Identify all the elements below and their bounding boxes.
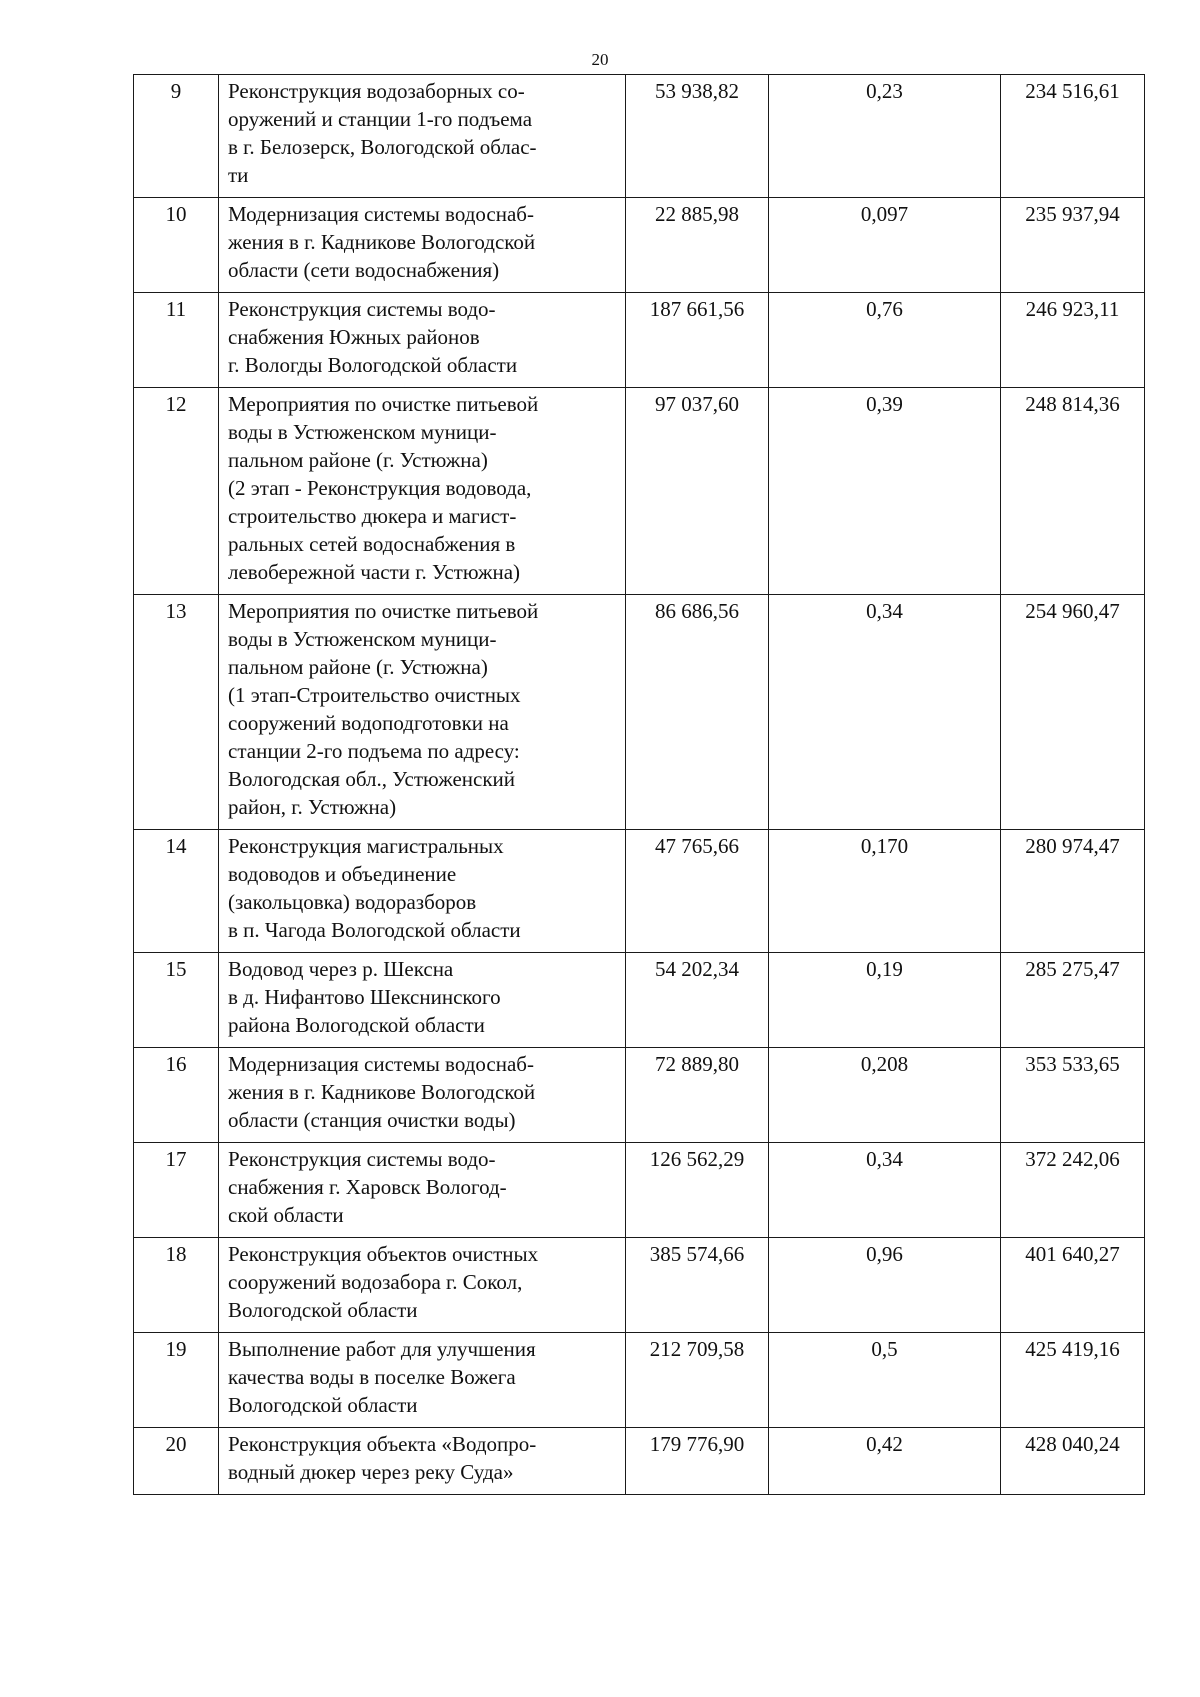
- project-name-cell: [219, 293, 626, 388]
- project-name-line: воды в Устюженском муници-: [228, 420, 497, 444]
- project-name-line: (1 этап-Строительство очистных: [228, 683, 521, 707]
- project-name-cell: [219, 1428, 626, 1495]
- ratio-cell: 0,96: [769, 1238, 1001, 1333]
- ratio-cell: 0,208: [769, 1048, 1001, 1143]
- project-name-line: Реконструкция объекта «Водопро-: [228, 1432, 537, 1456]
- cost-cell: 22 885,98: [626, 198, 769, 293]
- table-row: [134, 388, 1145, 595]
- ratio-cell: 0,34: [769, 595, 1001, 830]
- project-name-line: района Вологодской области: [228, 1013, 485, 1037]
- row-number-cell: 18: [134, 1238, 219, 1333]
- table-row: [134, 1048, 1145, 1143]
- project-name-line: строительство дюкера и магист-: [228, 504, 517, 528]
- row-number-cell: 14: [134, 830, 219, 953]
- project-name-line: в г. Белозерск, Вологодской облас-: [228, 135, 537, 159]
- cost-cell: 97 037,60: [626, 388, 769, 595]
- project-name-line: жения в г. Кадникове Вологодской: [228, 1080, 536, 1104]
- table-row: [134, 953, 1145, 1048]
- project-name-line: Мероприятия по очистке питьевой: [228, 392, 539, 416]
- cost-cell: 187 661,56: [626, 293, 769, 388]
- table-row: [134, 1143, 1145, 1238]
- cost-cell: 212 709,58: [626, 1333, 769, 1428]
- project-name-line: Водовод через р. Шексна: [228, 957, 454, 981]
- project-name-line: сооружений водоподготовки на: [228, 711, 509, 735]
- project-name-line: водный дюкер через реку Суда»: [228, 1460, 514, 1484]
- project-name-line: Реконструкция системы водо-: [228, 297, 496, 321]
- cost-cell: 385 574,66: [626, 1238, 769, 1333]
- page-number: 20: [591, 50, 609, 69]
- cumulative-cell: 235 937,94: [1001, 198, 1145, 293]
- table-row: [134, 75, 1145, 198]
- row-number-cell: 11: [134, 293, 219, 388]
- table-row: [134, 595, 1145, 830]
- row-number-cell: 12: [134, 388, 219, 595]
- project-name-line: пальном районе (г. Устюжна): [228, 655, 488, 679]
- project-name-line: станции 2-го подъема по адресу:: [228, 739, 520, 763]
- cumulative-cell: 248 814,36: [1001, 388, 1145, 595]
- project-name-cell: [219, 198, 626, 293]
- ratio-cell: 0,42: [769, 1428, 1001, 1495]
- cost-cell: 53 938,82: [626, 75, 769, 198]
- project-name-line: г. Вологды Вологодской области: [228, 353, 518, 377]
- ratio-cell: 0,23: [769, 75, 1001, 198]
- project-name-line: снабжения Южных районов: [228, 325, 480, 349]
- project-name-line: области (станция очистки воды): [228, 1108, 516, 1132]
- project-name-cell: [219, 595, 626, 830]
- table-row: [134, 1428, 1145, 1495]
- project-name-cell: [219, 388, 626, 595]
- project-name-line: пальном районе (г. Устюжна): [228, 448, 488, 472]
- table-row: [134, 198, 1145, 293]
- cost-cell: 54 202,34: [626, 953, 769, 1048]
- project-name-line: Мероприятия по очистке питьевой: [228, 599, 539, 623]
- project-name-line: Выполнение работ для улучшения: [228, 1337, 536, 1361]
- project-name-line: области (сети водоснабжения): [228, 258, 500, 282]
- ratio-cell: 0,097: [769, 198, 1001, 293]
- cumulative-cell: 280 974,47: [1001, 830, 1145, 953]
- row-number-cell: 9: [134, 75, 219, 198]
- project-name-line: ской области: [228, 1203, 344, 1227]
- row-number-cell: 15: [134, 953, 219, 1048]
- project-name-cell: [219, 75, 626, 198]
- project-name-cell: [219, 1238, 626, 1333]
- cumulative-cell: 428 040,24: [1001, 1428, 1145, 1495]
- project-name-line: качества воды в поселке Вожега: [228, 1365, 516, 1389]
- project-name-cell: [219, 830, 626, 953]
- project-name-line: снабжения г. Харовск Вологод-: [228, 1175, 507, 1199]
- cumulative-cell: 285 275,47: [1001, 953, 1145, 1048]
- cumulative-cell: 372 242,06: [1001, 1143, 1145, 1238]
- project-name-line: жения в г. Кадникове Вологодской: [228, 230, 536, 254]
- cumulative-cell: 246 923,11: [1001, 293, 1145, 388]
- row-number-cell: 20: [134, 1428, 219, 1495]
- ratio-cell: 0,19: [769, 953, 1001, 1048]
- cost-cell: 72 889,80: [626, 1048, 769, 1143]
- cost-cell: 179 776,90: [626, 1428, 769, 1495]
- project-name-line: ти: [228, 163, 249, 187]
- row-number-cell: 16: [134, 1048, 219, 1143]
- project-name-line: Модернизация системы водоснаб-: [228, 202, 534, 226]
- project-name-line: Реконструкция водозаборных со-: [228, 79, 525, 103]
- project-name-line: Вологодской области: [228, 1393, 418, 1417]
- project-name-line: ральных сетей водоснабжения в: [228, 532, 516, 556]
- cumulative-cell: 254 960,47: [1001, 595, 1145, 830]
- cumulative-cell: 353 533,65: [1001, 1048, 1145, 1143]
- cost-cell: 126 562,29: [626, 1143, 769, 1238]
- table-row: [134, 293, 1145, 388]
- project-name-line: (закольцовка) водоразборов: [228, 890, 477, 914]
- project-name-line: в п. Чагода Вологодской области: [228, 918, 521, 942]
- ratio-cell: 0,76: [769, 293, 1001, 388]
- table-row: [134, 830, 1145, 953]
- project-name-cell: [219, 1143, 626, 1238]
- project-name-line: в д. Нифантово Шекснинского: [228, 985, 501, 1009]
- cost-cell: 86 686,56: [626, 595, 769, 830]
- project-name-line: Вологодская обл., Устюженский: [228, 767, 516, 791]
- table-row: [134, 1238, 1145, 1333]
- row-number-cell: 10: [134, 198, 219, 293]
- project-name-line: водоводов и объединение: [228, 862, 457, 886]
- project-name-cell: [219, 953, 626, 1048]
- ratio-cell: 0,39: [769, 388, 1001, 595]
- ratio-cell: 0,34: [769, 1143, 1001, 1238]
- cumulative-cell: 234 516,61: [1001, 75, 1145, 198]
- row-number-cell: 19: [134, 1333, 219, 1428]
- cost-cell: 47 765,66: [626, 830, 769, 953]
- project-name-line: оружений и станции 1-го подъема: [228, 107, 533, 131]
- table-row: [134, 1333, 1145, 1428]
- project-name-line: Реконструкция магистральных: [228, 834, 504, 858]
- project-name-line: (2 этап - Реконструкция водовода,: [228, 476, 532, 500]
- project-name-line: Вологодской области: [228, 1298, 418, 1322]
- project-name-line: левобережной части г. Устюжна): [228, 560, 521, 584]
- ratio-cell: 0,5: [769, 1333, 1001, 1428]
- project-name-line: Реконструкция объектов очистных: [228, 1242, 539, 1266]
- project-name-cell: [219, 1048, 626, 1143]
- project-name-line: район, г. Устюжна): [228, 795, 397, 819]
- project-name-line: Реконструкция системы водо-: [228, 1147, 496, 1171]
- row-number-cell: 13: [134, 595, 219, 830]
- project-name-line: сооружений водозабора г. Сокол,: [228, 1270, 523, 1294]
- project-name-line: воды в Устюженском муници-: [228, 627, 497, 651]
- cumulative-cell: 425 419,16: [1001, 1333, 1145, 1428]
- project-name-line: Модернизация системы водоснаб-: [228, 1052, 534, 1076]
- row-number-cell: 17: [134, 1143, 219, 1238]
- projects-table-body: [134, 75, 1145, 1495]
- project-name-cell: [219, 1333, 626, 1428]
- projects-table: [133, 74, 1145, 1495]
- cumulative-cell: 401 640,27: [1001, 1238, 1145, 1333]
- ratio-cell: 0,170: [769, 830, 1001, 953]
